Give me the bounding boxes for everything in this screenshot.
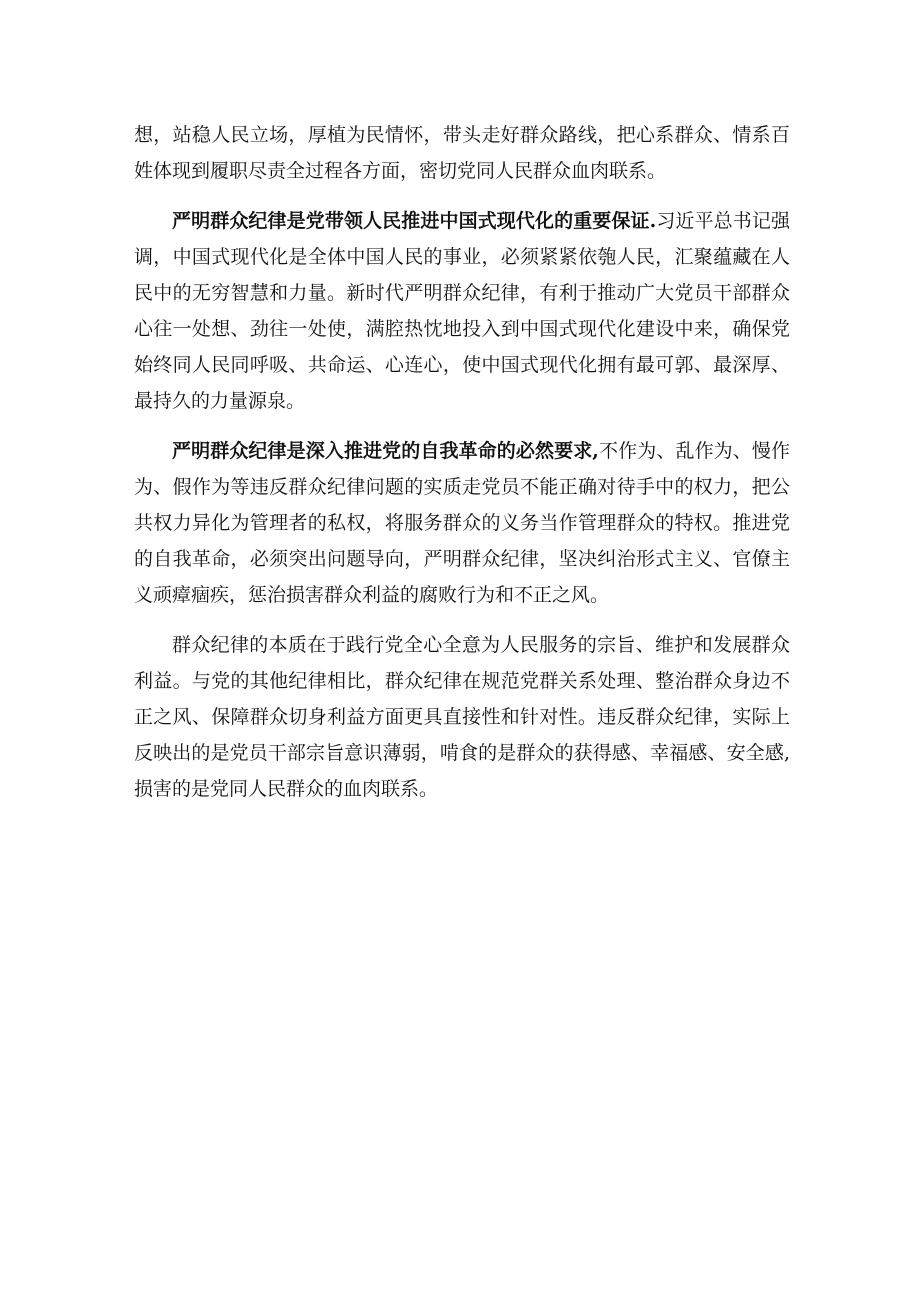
paragraph-lead-bold: 严明群众纪律是党带领人民推进中国式现代化的重要保证.: [172, 210, 657, 232]
paragraph-text: 想，站稳人民立场，厚植为民情怀，带头走好群众路线，把心系群众、情系百姓体现到履职尽责全过程各方面，密切党同人民群众血肉联系。: [134, 124, 790, 182]
paragraph-text: 习近平总书记强调，中国式现代化是全体中国人民的事业，必须紧紧依匏人民，汇聚蕴藏在人民中的无穷智慧和力量。新时代严明群众纪律，有利于推动广大党员干部群众心往一处想、劲往一处使，满腔热忱地投入到中国式现代化建设中来，确保党始终同人民同呼吸、共命运、心连心，使中国式现代化拥有最可郭、最深厚、最持久的力量源泉。: [134, 210, 790, 412]
paragraph-text: 群众纪律的本质在于践行党全心全意为人民服务的宗旨、维护和发展群众利益。与党的其他纪律相比，群众纪律在规范党群关系处理、整治群众身边不正之风、保障群众切身利益方面更具直接性和针对性。违反群众纪律，实际上反映出的是党员干部宗旨意识薄弱，啃食的是群众的获得感、幸福感、安全感,损害的是党同人民群众的血肉联系。: [134, 634, 790, 800]
paragraph-essence: [134, 627, 790, 807]
paragraph-guarantee: [134, 203, 790, 419]
paragraph-self-revolution: [134, 433, 790, 613]
paragraph-continuation: [134, 117, 790, 189]
paragraph-lead-bold: 严明群众纪律是深入推进党的自我革命的必然要求,: [172, 440, 599, 462]
paragraph-text: 不作为、乱作为、慢作为、假作为等违反群众纪律问题的实质走党员不能正确对待手中的权力，把公共权力异化为管理者的私权，将服务群众的义务当作管理群众的特权。推进党的自我革命，必须突出问题导向，严明群众纪律，坚决纠治形式主义、官僚主义顽瘴痼疾，惩治损害群众利益的腐败行为和不正之风。: [134, 440, 790, 606]
document-body: [134, 117, 790, 821]
